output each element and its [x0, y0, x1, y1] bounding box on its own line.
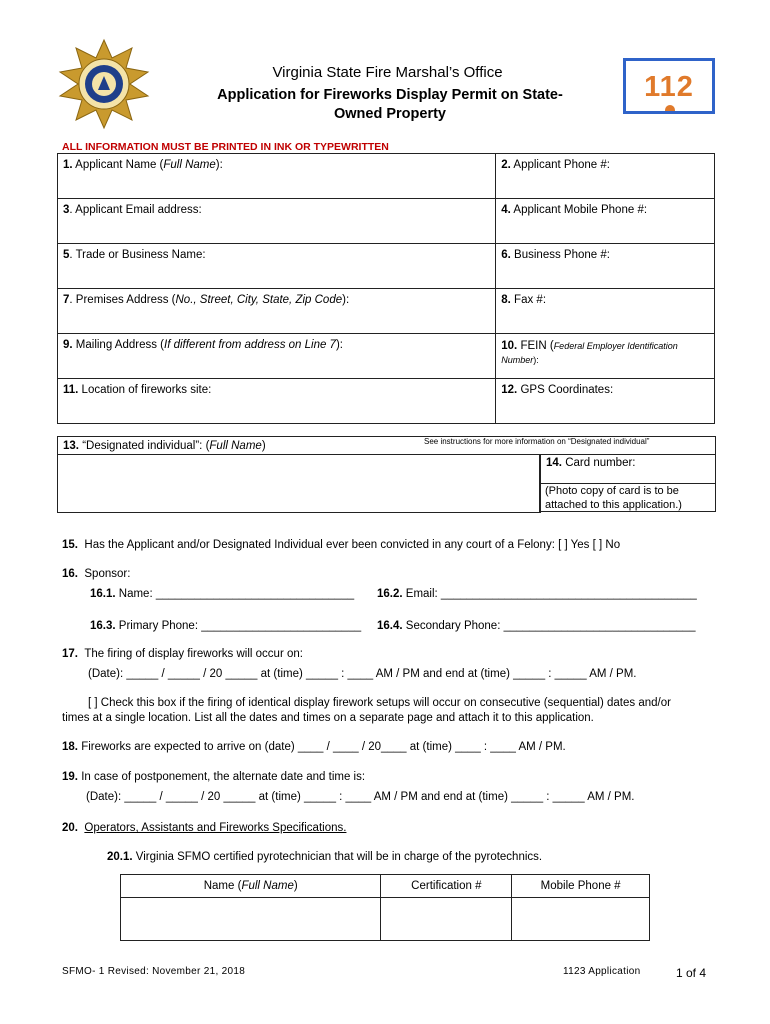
field-applicant-email[interactable]	[58, 199, 496, 244]
field-number: 4.	[501, 204, 511, 216]
applicant-info-table	[57, 153, 715, 424]
field-label: Business Phone #:	[510, 249, 610, 261]
field-label: Applicant Phone #:	[510, 159, 610, 171]
firing-date-time-field[interactable]: (Date): _____ / _____ / 20 _____ at (time) _____ : ____ AM / PM and end at (time) _____ : _____ AM / PM.	[88, 668, 637, 680]
field-number: 8.	[501, 294, 511, 306]
field-applicant-name[interactable]	[58, 154, 496, 199]
field-label: . Applicant Email address:	[69, 204, 202, 216]
question-text: Sponsor:	[84, 568, 131, 580]
field-card-number-label	[546, 457, 636, 469]
footer-page-number: 1 of 4	[676, 966, 707, 980]
column-header-italic: Full Name	[241, 880, 294, 892]
question-20-1	[107, 851, 542, 863]
field-label: . Trade or Business Name:	[69, 249, 206, 261]
field-label-italic: Full Name	[163, 159, 216, 171]
field-number: 9.	[63, 339, 73, 351]
question-19	[62, 771, 365, 783]
question-number: 16.4.	[377, 620, 403, 632]
field-fein[interactable]	[496, 334, 715, 379]
field-number: 6.	[501, 249, 511, 261]
question-number: 20.	[62, 822, 78, 834]
field-business-phone[interactable]	[496, 244, 715, 289]
question-number: 19.	[62, 771, 78, 783]
field-number: 12.	[501, 384, 518, 396]
form-title-line-1: Application for Fireworks Display Permit on State-	[217, 87, 563, 103]
field-label-end: ):	[335, 339, 343, 351]
field-label: Card number:	[562, 457, 636, 469]
question-16	[62, 568, 130, 580]
office-name: Virginia State Fire Marshal’s Office	[272, 64, 503, 81]
card-photocopy-note: (Photo copy of card is to be attached to this application.)	[545, 485, 682, 511]
form-number-box	[623, 58, 715, 114]
question-text: Operators, Assistants and Fireworks Specifications.	[84, 822, 347, 834]
cell-certification-input[interactable]	[381, 898, 512, 941]
question-number: 15.	[62, 539, 78, 551]
fire-marshal-seal-icon	[58, 38, 150, 130]
field-label-italic: Federal Employer Identification Number	[501, 341, 678, 365]
designated-individual-note: See instructions for more information on “Designated individual”	[424, 437, 650, 446]
field-number: 10.	[501, 340, 518, 352]
question-number: 20.1.	[107, 851, 133, 863]
consecutive-dates-note: times at a single location. List all the dates and times on a separate page and attach it to this application.	[62, 712, 594, 724]
question-text: In case of postponement, the alternate date and time is:	[78, 771, 366, 783]
field-label-end: ):	[215, 159, 223, 171]
field-label: FEIN (	[517, 340, 554, 352]
field-label-italic: No., Street, City, State, Zip Code	[175, 294, 343, 306]
question-number: 16.	[62, 568, 78, 580]
sponsor-email-field[interactable]	[377, 588, 697, 600]
question-number: 16.2.	[377, 588, 403, 600]
field-gps[interactable]	[496, 379, 715, 424]
field-business-name[interactable]	[58, 244, 496, 289]
field-premises-address[interactable]	[58, 289, 496, 334]
footer-form-name: 1123 Application	[563, 966, 641, 977]
form-number-dot	[665, 105, 675, 114]
form-number: 112	[644, 71, 694, 103]
question-20	[62, 822, 346, 834]
field-number: 2.	[501, 159, 511, 171]
column-header-mobile-phone: Mobile Phone #	[512, 875, 650, 898]
question-text: Has the Applicant and/or Designated Individual ever been convicted in any court of a Felony: [ ] Yes [ ] No	[84, 539, 621, 551]
field-number: 13.	[63, 440, 79, 452]
field-designated-individual-area[interactable]	[57, 454, 541, 513]
field-designated-individual-label	[63, 440, 266, 452]
field-label: Applicant Mobile Phone #:	[510, 204, 648, 216]
field-label-end: )	[261, 440, 266, 452]
field-label: Location of fireworks site:	[78, 384, 212, 396]
field-applicant-mobile[interactable]	[496, 199, 715, 244]
field-label: GPS Coordinates:	[517, 384, 614, 396]
question-17	[62, 648, 303, 660]
field-number: 1.	[63, 159, 73, 171]
sponsor-name-field[interactable]	[90, 588, 354, 600]
column-header-certification: Certification #	[381, 875, 512, 898]
field-label: Mailing Address (	[72, 339, 164, 351]
field-label-end: ):	[533, 355, 539, 365]
column-header-text-end: )	[293, 880, 298, 892]
cell-name-input[interactable]	[121, 898, 381, 941]
ink-notice: ALL INFORMATION MUST BE PRINTED IN INK OR TYPEWRITTEN	[62, 141, 389, 153]
field-fax[interactable]	[496, 289, 715, 334]
field-number: 14.	[546, 457, 562, 469]
field-number: 7	[63, 294, 70, 306]
question-text: Virginia SFMO certified pyrotechnician that will be in charge of the pyrotechnics.	[132, 851, 543, 863]
field-label: Fax #:	[510, 294, 547, 306]
pyrotechnician-table	[120, 874, 650, 941]
question-18[interactable]	[62, 741, 566, 753]
question-text: Email: ________________________________________	[402, 588, 697, 600]
question-number: 16.3.	[90, 620, 116, 632]
question-text: Primary Phone: _________________________	[115, 620, 362, 632]
question-text: Secondary Phone: ______________________________	[402, 620, 696, 632]
column-header-text: Name (	[203, 880, 242, 892]
cell-mobile-phone-input[interactable]	[512, 898, 650, 941]
field-number: 5	[63, 249, 70, 261]
question-15	[62, 539, 620, 551]
field-number: 11.	[63, 384, 79, 396]
column-header-name	[121, 875, 381, 898]
field-label: Applicant Name (	[72, 159, 164, 171]
sponsor-secondary-phone-field[interactable]	[377, 620, 695, 632]
field-label: “Designated individual”: (	[79, 440, 210, 452]
postponement-date-time-field[interactable]: (Date): _____ / _____ / 20 _____ at (time) _____ : ____ AM / PM and end at (time) _____ : _____ AM / PM.	[86, 791, 635, 803]
field-mailing-address[interactable]	[58, 334, 496, 379]
field-applicant-phone[interactable]	[496, 154, 715, 199]
field-label: . Premises Address (	[69, 294, 176, 306]
field-label-italic: If different from address on Line 7	[164, 339, 336, 351]
field-fireworks-location[interactable]	[58, 379, 496, 424]
field-label-italic: Full Name	[209, 440, 262, 452]
question-text: Name: _______________________________	[115, 588, 355, 600]
question-text: Fireworks are expected to arrive on (date) ____ / ____ / 20____ at (time) ____ : ____ AM / PM.	[78, 741, 566, 753]
form-title-line-2: Owned Property	[334, 106, 446, 122]
question-number: 18.	[62, 741, 78, 753]
form-title	[170, 86, 610, 124]
sponsor-primary-phone-field[interactable]	[90, 620, 361, 632]
footer-revised: SFMO- 1 Revised: November 21, 2018	[62, 966, 246, 977]
field-label-end: ):	[342, 294, 350, 306]
designated-individual-block	[57, 436, 715, 512]
question-number: 16.1.	[90, 588, 116, 600]
consecutive-dates-checkbox[interactable]: [ ] Check this box if the firing of identical display firework setups will occur on consecutive (sequential) dates and/or	[88, 697, 671, 709]
field-number: 3	[63, 204, 70, 216]
question-text: The firing of display fireworks will occur on:	[84, 648, 303, 660]
question-number: 17.	[62, 648, 78, 660]
